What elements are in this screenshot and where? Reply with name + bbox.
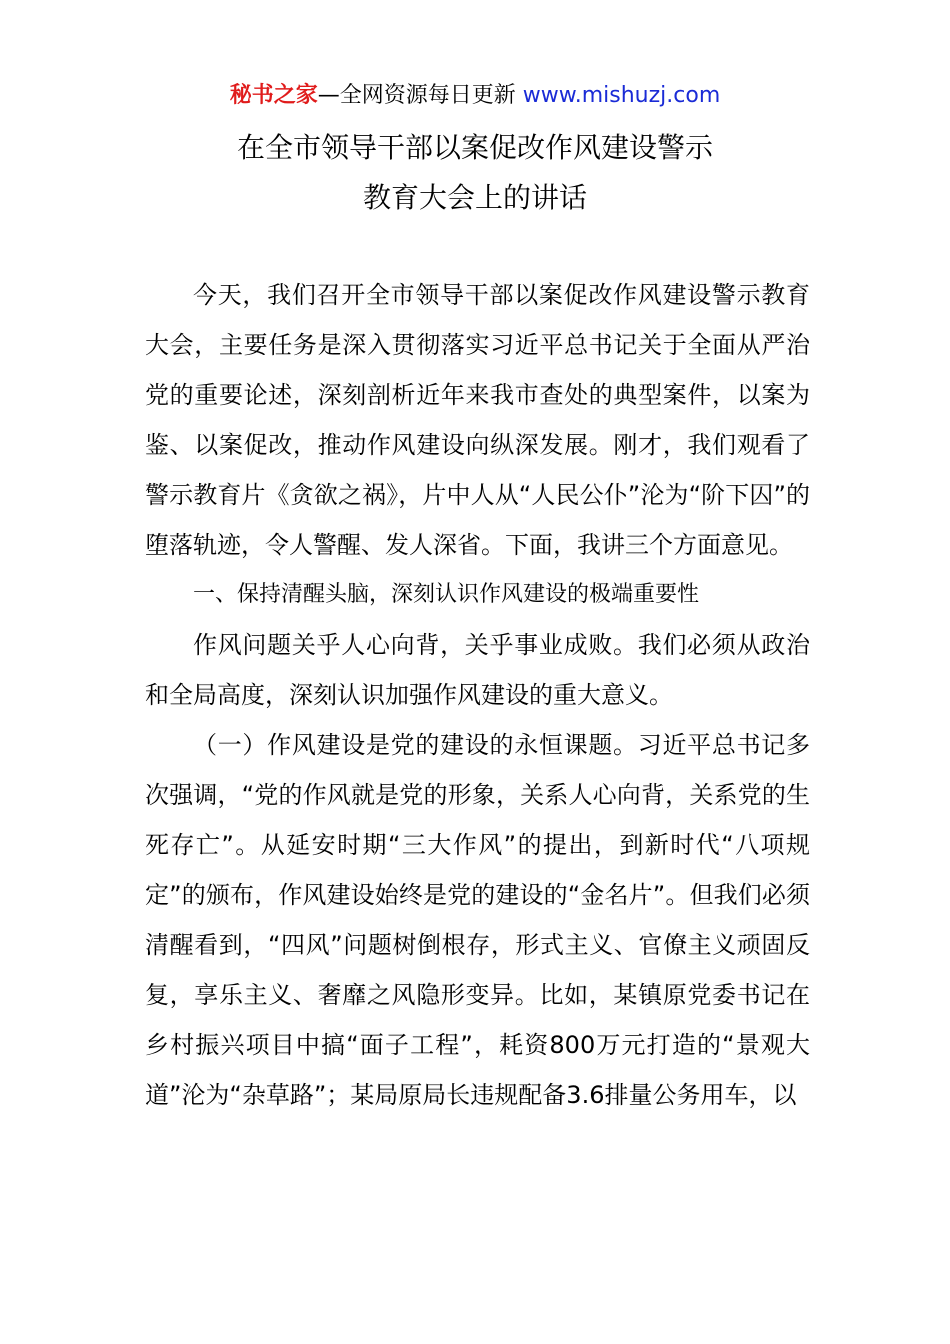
site-header [0, 80, 950, 112]
site-url-link[interactable]: www.mishuzj.com [522, 83, 721, 108]
document-title-line-1: 在全市领导干部以案促改作风建设警示 [236, 131, 713, 164]
document-title-line-2: 教育大会上的讲话 [362, 181, 587, 214]
paragraph-intro: 今天，我们召开全市领导干部以案促改作风建设警示教育大会，主要任务是深入贯彻落实习近平总书记关于全面从严治党的重要论述，深刻剖析近年来我市查处的典型案件，以案为鉴、以案促改，推动作风建设向纵深发展。刚才，我们观看了警示教育片《贪欲之祸》，片中人从“人民公仆”沦为“阶下囚”的堕落轨迹，令人警醒、发人深省。下面，我讲三个方面意见。 [145, 281, 810, 559]
section-heading-1: 一、保持清醒头脑，深刻认识作风建设的极端重要性 [193, 582, 700, 607]
site-brand: 秘书之家 [229, 83, 318, 108]
paragraph-section-1-intro: 作风问题关乎人心向背，关乎事业成败。我们必须从政治和全局高度，深刻认识加强作风建设的重大意义。 [145, 631, 810, 709]
site-tagline: —全网资源每日更新 [317, 83, 523, 108]
document-body [145, 270, 810, 1120]
paragraph-subsection-1: （一）作风建设是党的建设的永恒课题。习近平总书记多次强调，“党的作风就是党的形象，关系人心向背，关系党的生死存亡”。从延安时期“三大作风”的提出，到新时代“八项规定”的颁布，作风建设始终是党的建设的“金名片”。但我们必须清醒看到，“四风”问题树倒根存，形式主义、官僚主义顽固反复，享乐主义、奢靡之风隐形变异。比如，某镇原党委书记在乡村振兴项目中搞“面子工程”，耗资800万元打造的“景观大道”沦为“杂草路”；某局原局长违规配备3.6排量公务用车，以 [145, 731, 810, 1109]
